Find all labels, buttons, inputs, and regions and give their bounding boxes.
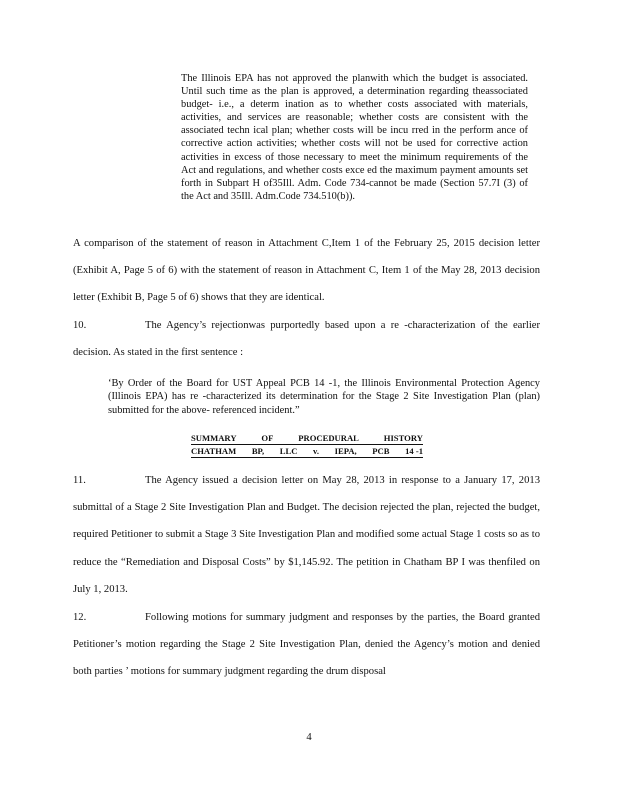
- block-quote-illinois-epa: The Illinois EPA has not approved the planwith which the budget is associated. Until such time as the plan is approved, a determination regarding theassociated budget- i.e., a determ ination as to whether costs associated with materials, activities, and services are reasonable; whether costs are consistent with the associated techn ical plan; whether costs will be incu rred in the perform ance of corrective action activities; whether costs will not be used for corrective action activities in excess of those necessary to meet the minimum requirements of the Act and regulations, and whether costs exce ed the maximum payment amounts set forth in Subpart H of35Ill. Adm. Code 734-cannot be made (Section 57.7I (3) of the Act and 35Ill. Adm.Code 734.510(b)).: [181, 73, 528, 202]
- summary-heading-row-1: [191, 432, 423, 445]
- case-bp: BP,: [251, 446, 265, 456]
- quote-board-order: ‘By Order of the Board for UST Appeal PCB 14 -1, the Illinois Environmental Protection Agency (Illinois EPA) has re -characterized its determination for the Stage 2 Site Investigation Plan (plan) submitted for the above- referenced incident.”: [108, 378, 540, 416]
- paragraph-11-text: The Agency issued a decision letter on May 28, 2013 in response to a January 17, 2013 submittal of a Stage 2 Site Investigation Plan and Budget. The decision rejected the plan, rejected the budget, required Petitioner to submit a Stage 3 Site Investigation Plan and modified some actual Stage 1 costs so as to reduce the “Remediation and Disposal Costs” by $1,145.92. The petition in Chatham BP I was thenfiled on July 1, 2013.: [73, 475, 540, 595]
- case-pcb: PCB: [372, 446, 390, 456]
- summary-word: SUMMARY: [191, 433, 237, 443]
- paragraph-comparison: A comparison of the statement of reason in Attachment C,Item 1 of the February 25, 2015 decision letter (Exhibit A, Page 5 of 6) with the statement of reason in Attachment C, Item 1 of the May 28, 2013 decision letter (Exhibit B, Page 5 of 6) shows that they are identical.: [73, 238, 540, 304]
- paragraph-10-number: 10.: [73, 320, 87, 331]
- case-iepa: IEPA,: [334, 446, 357, 456]
- case-v: v.: [313, 446, 320, 456]
- page-number: 4: [306, 732, 312, 743]
- paragraph-10-text: The Agency’s rejectionwas purportedly based upon a re -characterization of the earlier decision. As stated in the first sentence :: [73, 320, 540, 359]
- procedural-word: PROCEDURAL: [298, 433, 359, 443]
- summary-heading-row-2: [191, 445, 423, 458]
- paragraph-11: [73, 467, 540, 603]
- of-word: OF: [261, 433, 274, 443]
- case-llc: LLC: [279, 446, 298, 456]
- case-chatham: CHATHAM: [191, 446, 237, 456]
- paragraph-10: [73, 312, 540, 366]
- history-word: HISTORY: [383, 433, 423, 443]
- paragraph-11-number: 11.: [73, 475, 86, 486]
- case-number: 14 -1: [405, 446, 423, 456]
- paragraph-12-text: Following motions for summary judgment and responses by the parties, the Board granted Petitioner’s motion regarding the Stage 2 Site Investigation Plan, denied the Agency’s motion and denied both parties ’ motions for summary judgment regarding the drum disposal: [73, 612, 540, 678]
- paragraph-12-number: 12.: [73, 612, 87, 623]
- paragraph-12: [73, 604, 540, 686]
- summary-heading: [191, 432, 423, 458]
